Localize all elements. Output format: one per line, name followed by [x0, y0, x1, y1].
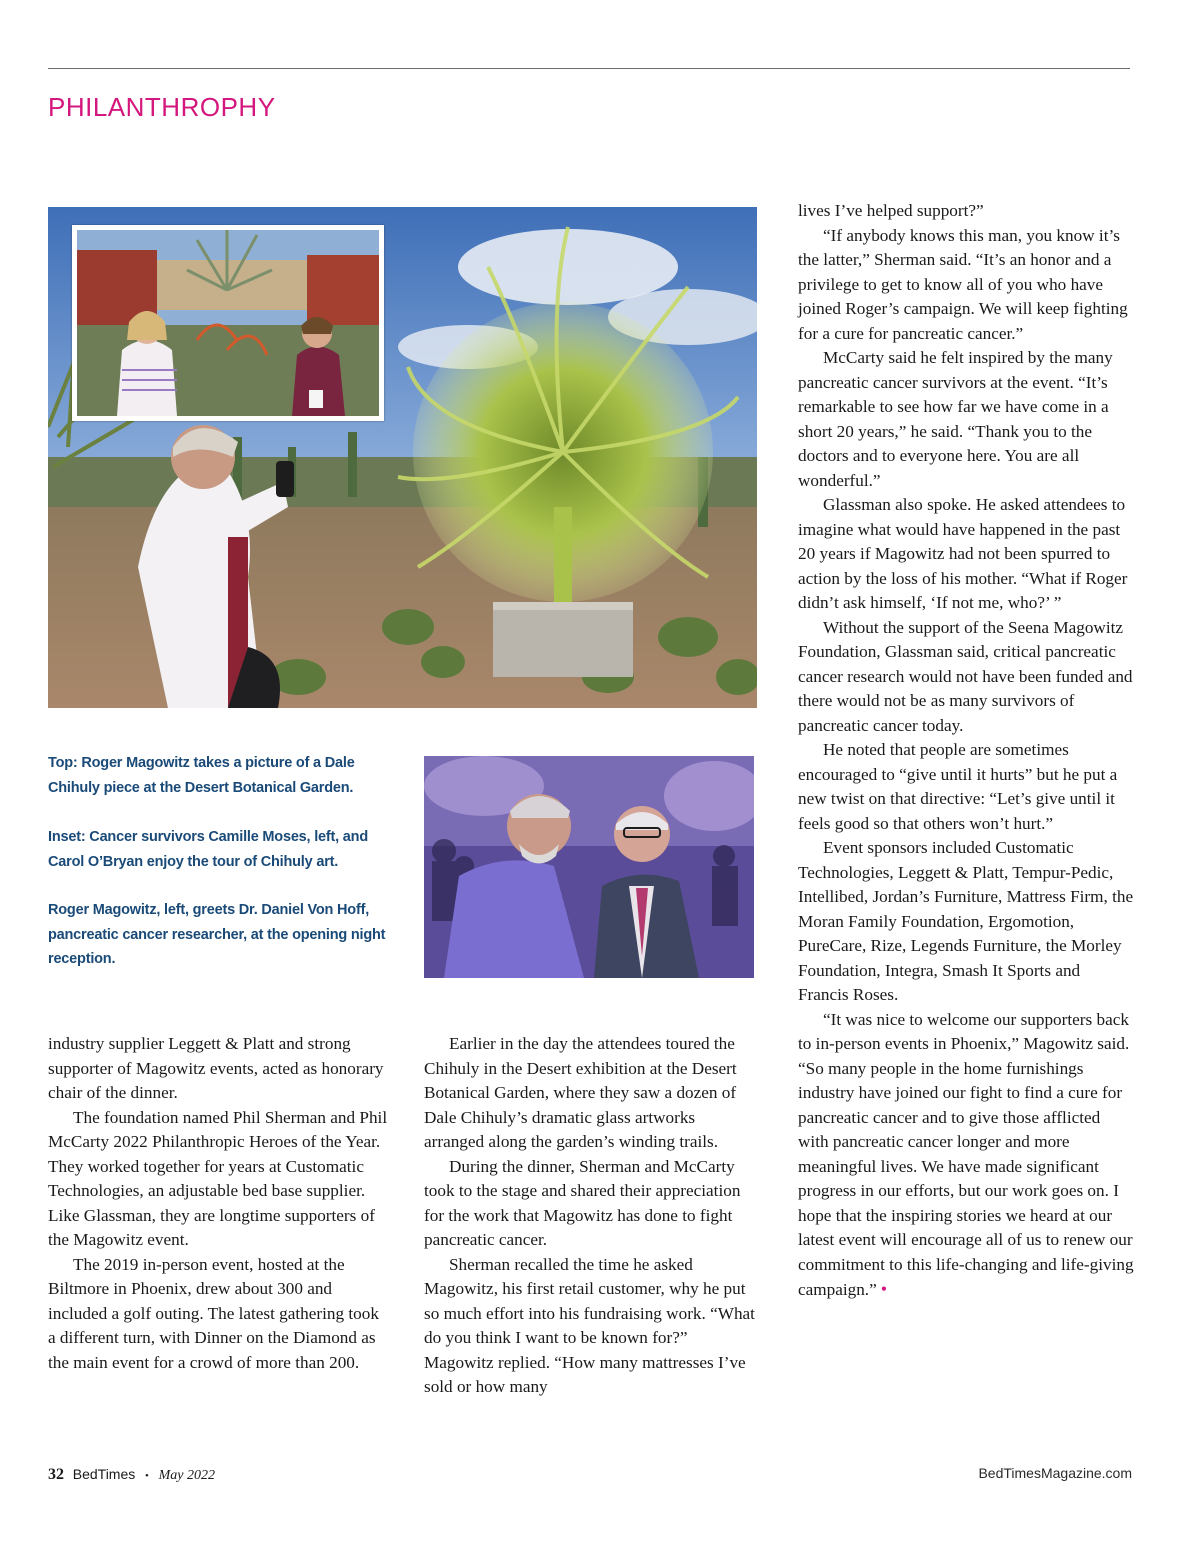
caption-inset: Inset: Cancer survivors Camille Moses, left, and Carol O’Bryan enjoy the tour of Chihuly art.: [48, 829, 368, 870]
paragraph: The 2019 in-person event, hosted at the Biltmore in Phoenix, drew about 300 and included a golf outing. The latest gathering took a different turn, with Dinner on the Diamond as the main event for a crowd of more than 200.: [48, 1254, 379, 1372]
article-column-1: [48, 1032, 388, 1375]
publication-name: BedTimes: [72, 1466, 136, 1482]
paragraph: “If anybody knows this man, you know it’s the latter,” Sherman said. “It’s an honor and a privilege to get to know all of you who have joined Roger’s campaign. We will keep fighting for a cure for pancreatic cancer.”: [798, 225, 1128, 343]
paragraph: McCarty said he felt inspired by the many pancreatic cancer survivors at the event. “It’s remarkable to see how far we have come in a short 20 years,” he said. “Thank you to the doctors and to everyone here. You are all wonderful.”: [798, 348, 1113, 490]
issue-date: May 2022: [158, 1468, 216, 1483]
paragraph: Earlier in the day the attendees toured the Chihuly in the Desert exhibition at the Desert Botanical Garden, where they saw a dozen of Dale Chihuly’s dramatic glass artworks arranged along the garden’s winding trails.: [424, 1034, 737, 1151]
paragraph: Event sponsors included Customatic Technologies, Leggett & Platt, Tempur-Pedic, Intellibed, Jordan’s Furniture, Mattress Firm, the Moran Family Foundation, Ergomotion, PureCare, Rize, Legends Furniture, the Morley Foundation, Integra, Smash It Sports and Francis Roses.: [798, 838, 1134, 1004]
header-rule: [48, 68, 1130, 69]
paragraph: Sherman recalled the time he asked Magowitz, his first retail customer, why he put so much effort into his fundraising work. “What do you think I want to be known for?” Magowitz replied. “How many mattresses I’ve sold or how many: [424, 1254, 755, 1396]
paragraph: industry supplier Leggett & Platt and strong supporter of Magowitz events, acted as honorary chair of the dinner.: [48, 1034, 384, 1102]
footer-folio: [48, 1466, 215, 1484]
paragraph: He noted that people are sometimes encouraged to “give until it hurts” but he put a new twist on that directive: “Let’s give until it feels good so that others won’t hurt.”: [798, 740, 1118, 833]
folio-separator: •: [145, 1470, 149, 1482]
paragraph: Without the support of the Seena Magowitz Foundation, Glassman said, critical pancreatic cancer research would not have been funded and there would not be as many survivors of pancreatic cancer today.: [798, 617, 1133, 735]
caption-reception: Roger Magowitz, left, greets Dr. Daniel Von Hoff, pancreatic cancer researcher, at the opening night reception.: [48, 902, 386, 967]
caption-top: Top: Roger Magowitz takes a picture of a Dale Chihuly piece at the Desert Botanical Garden.: [48, 755, 355, 796]
page-number: 32: [48, 1466, 64, 1483]
end-mark-icon: •: [880, 1279, 888, 1299]
article-column-3: [798, 199, 1134, 1303]
paragraph: Glassman also spoke. He asked attendees to imagine what would have happened in the past 20 years if Magowitz had not been spurred to action by the loss of his mother. “What if Roger didn’t ask himself, ‘If not me, who?’ ”: [798, 495, 1128, 612]
reception-photo: [424, 756, 754, 978]
inset-photo: [72, 225, 384, 421]
paragraph: The foundation named Phil Sherman and Phil McCarty 2022 Philanthropic Heroes of the Year. They worked together for years at Customatic Technologies, an adjustable bed base supplier. Like Glassman, they are longtime supporters of the Magowitz event.: [48, 1107, 388, 1249]
paragraph: lives I’ve helped support?”: [798, 201, 984, 220]
article-column-2: [424, 1032, 759, 1400]
paragraph: During the dinner, Sherman and McCarty took to the stage and shared their appreciation for the work that Magowitz has done to fight pancreatic cancer.: [424, 1156, 741, 1249]
paragraph-text: “It was nice to welcome our supporters back to in-person events in Phoenix,” Magowitz said. “So many people in the home furnishings industry have joined our fight to find a cure for pancreatic cancer and to give those afflicted with pancreatic cancer longer and more meaningful lives. We have made significant progress in our efforts, but our work goes on. I hope that the inspiring stories we heard at our latest event will encourage all of us to renew our commitment to this life-changing and life-giving campaign.”: [798, 1009, 1134, 1299]
paragraph-final: [798, 1008, 1134, 1303]
reception-photo-image: [424, 756, 754, 978]
footer-website: BedTimesMagazine.com: [978, 1465, 1132, 1481]
inset-photo-image: [77, 230, 379, 416]
section-title: PHILANTHROPHY: [48, 92, 276, 122]
